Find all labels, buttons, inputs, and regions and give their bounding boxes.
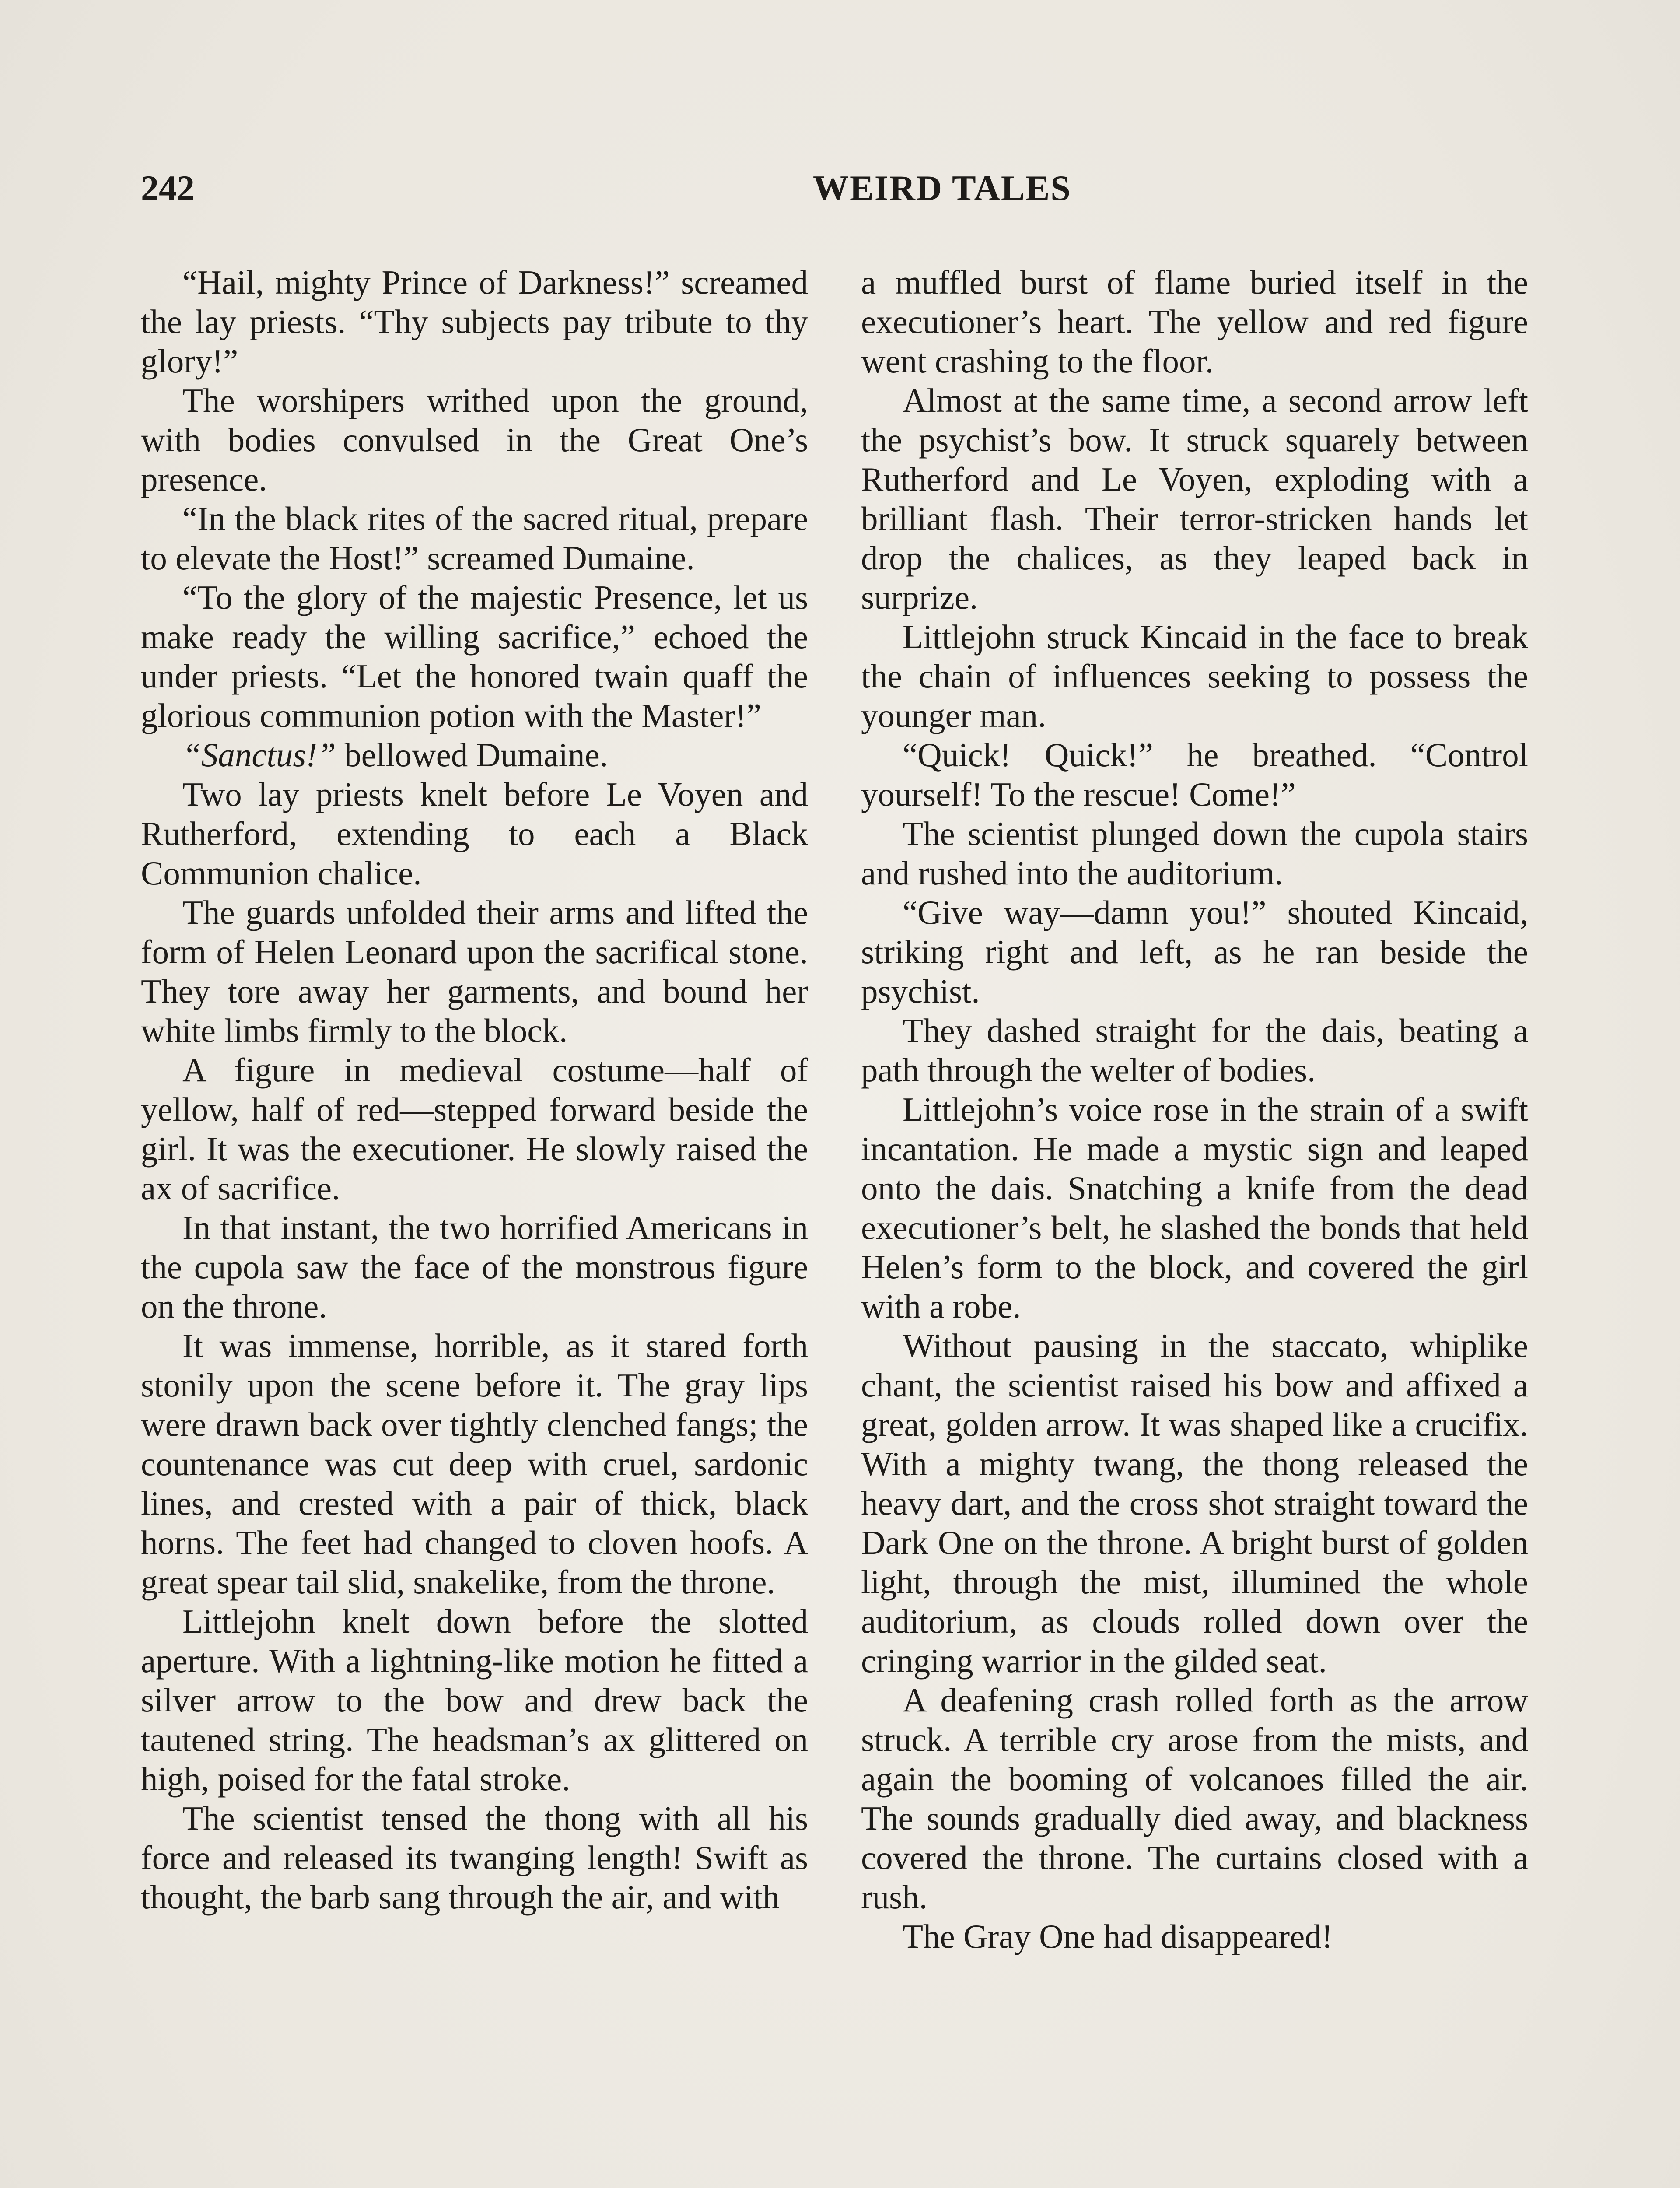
paragraph: Without pausing in the staccato, whiplike chant, the scientist raised his bow and affixed a great, golden arrow. It was shaped like a crucifix. With a mighty twang, the thong released the heavy dart, and the cross shot straight toward the Dark One on the throne. A bright burst of golden light, through the mist, illumined the whole auditorium, as clouds rolled down over the cringing warrior in the gilded seat. (861, 1327, 1528, 1680)
paragraph: “Give way—damn you!” shouted Kincaid, striking right and left, as he ran beside the psychist. (861, 894, 1528, 1010)
paragraph: In that instant, the two horrified Americans in the cupola saw the face of the monstrous figure on the throne. (141, 1209, 808, 1325)
paragraph: The guards unfolded their arms and lifted the form of Helen Leonard upon the sacrifical stone. They tore away her garments, and bound her white limbs firmly to the block. (141, 894, 808, 1049)
running-head: WEIRD TALES (813, 168, 1071, 208)
paragraph: A figure in medieval costume—half of yellow, half of red—stepped forward beside the girl. It was the executioner. He slowly raised the ax of sacrifice. (141, 1051, 808, 1207)
paragraph: “Sanctus!” bellowed Dumaine. (182, 736, 609, 774)
paragraph: The scientist plunged down the cupola stairs and rushed into the auditorium. (861, 815, 1528, 892)
paragraph: “To the glory of the majestic Presence, let us make ready the willing sacrifice,” echoed the under priests. “Let the honored twain quaff the glorious communion potion with the Master!” (141, 579, 808, 734)
paragraph: The Gray One had disappeared! (903, 1918, 1333, 1955)
left-column (141, 263, 808, 1917)
page-number: 242 (141, 168, 195, 208)
italic-word: “Sanctus!” (182, 736, 336, 774)
paragraph: “In the black rites of the sacred ritual, prepare to elevate the Host!” screamed Dumaine. (141, 500, 808, 577)
paragraph: A deafening crash rolled forth as the arrow struck. A terrible cry arose from the mists, and again the booming of volcanoes filled the air. The sounds gradually died away, and blackness covered the throne. The curtains closed with a rush. (861, 1681, 1528, 1916)
page-header (141, 164, 1532, 212)
paragraph: Littlejohn’s voice rose in the strain of a swift incantation. He made a mystic sign and leaped onto the dais. Snatching a knife from the dead executioner’s belt, he slashed the bonds that held Helen’s form to the block, and covered the girl with a robe. (861, 1090, 1528, 1325)
paragraph: “Quick! Quick!” he breathed. “Control yourself! To the rescue! Come!” (861, 736, 1528, 813)
paragraph: The worshipers writhed upon the ground, with bodies convulsed in the Great One’s presence. (141, 382, 808, 498)
paragraph: Two lay priests knelt before Le Voyen and Rutherford, extending to each a Black Communion chalice. (141, 775, 808, 892)
right-column (861, 263, 1528, 1956)
paragraph: Littlejohn struck Kincaid in the face to break the chain of influences seeking to possess the younger man. (861, 618, 1528, 734)
paragraph: Littlejohn knelt down before the slotted aperture. With a lightning-like motion he fitted a silver arrow to the bow and drew back the tautened string. The headsman’s ax glittered on high, poised for the fatal stroke. (141, 1602, 808, 1798)
paragraph: “Hail, mighty Prince of Darkness!” screamed the lay priests. “Thy subjects pay tribute to thy glory!” (141, 263, 808, 380)
paragraph: It was immense, horrible, as it stared forth stonily upon the scene before it. The gray lips were drawn back over tightly clenched fangs; the countenance was cut deep with cruel, sardonic lines, and crested with a pair of thick, black horns. The feet had changed to cloven hoofs. A great spear tail slid, snakelike, from the throne. (141, 1327, 808, 1601)
paragraph: The scientist tensed the thong with all his force and released its twanging length! Swift as thought, the barb sang through the air, and with (141, 1799, 808, 1916)
paragraph: Almost at the same time, a second arrow left the psychist’s bow. It struck squarely between Rutherford and Le Voyen, exploding with a brilliant flash. Their terror-stricken hands let drop the chalices, as they leaped back in surprize. (861, 382, 1528, 616)
paragraph: a muffled burst of flame buried itself in the executioner’s heart. The yellow and red figure went crashing to the floor. (861, 263, 1528, 380)
paragraph: They dashed straight for the dais, beating a path through the welter of bodies. (861, 1012, 1528, 1089)
